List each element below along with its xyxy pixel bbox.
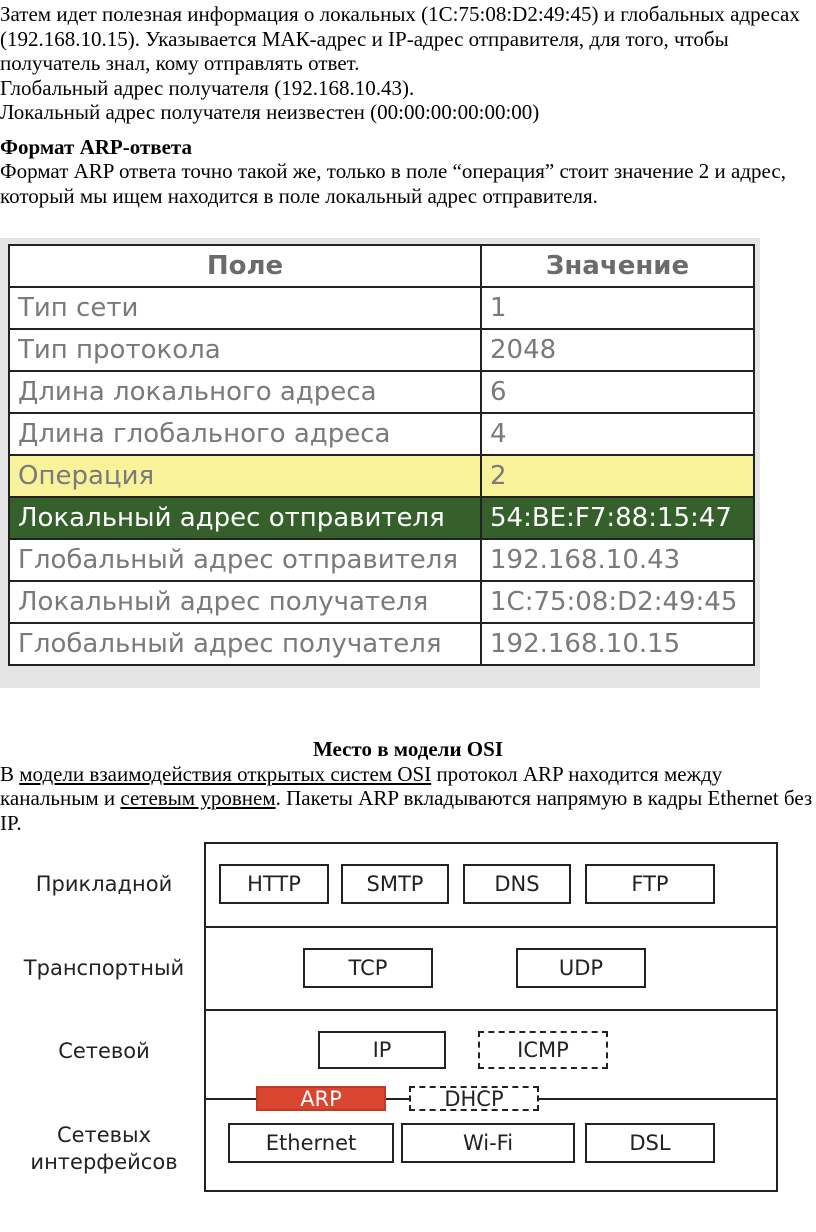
table-row [9, 329, 754, 371]
row-value: 54:BE:F7:88:15:47 [481, 497, 754, 539]
table-row-operation-highlighted [9, 455, 754, 497]
arp-reply-line-2: который мы ищем находится в поле локальный адрес отправителя. [0, 184, 598, 208]
row-value: 4 [481, 413, 754, 455]
row-value: 192.168.10.15 [481, 623, 754, 665]
row-value: 192.168.10.43 [481, 539, 754, 581]
osi-paragraph-line-1 [0, 762, 722, 787]
osi-model-link[interactable]: модели взаимодействия открытых систем OSI [19, 762, 432, 786]
osi-text: протокол ARP находится между [431, 762, 723, 786]
intro-line-2: (192.168.10.15). Указывается МАК-адрес и IP-адрес отправителя, для того, чтобы [0, 27, 729, 51]
row-field: Глобальный адрес отправителя [9, 539, 481, 581]
row-field: Длина локального адреса [9, 371, 481, 413]
protocol-tcp: TCP [303, 948, 433, 988]
arp-reply-table-image [0, 238, 760, 688]
protocol-icmp: ICMP [478, 1031, 608, 1069]
row-field: Тип сети [9, 287, 481, 329]
row-value: 6 [481, 371, 754, 413]
osi-diagram [0, 838, 816, 1232]
row-field: Локальный адрес отправителя [9, 497, 481, 539]
arp-reply-table [8, 244, 755, 666]
table-row [9, 287, 754, 329]
osi-paragraph-line-3: IP. [0, 811, 22, 835]
osi-heading: Место в модели OSI [312, 737, 503, 761]
row-field: Операция [9, 455, 481, 497]
row-value: 1C:75:08:D2:49:45 [481, 581, 754, 623]
layer-divider [204, 926, 778, 928]
protocol-ip: IP [318, 1031, 446, 1069]
intro-line-4: Глобальный адрес получателя (192.168.10.43). [0, 76, 415, 100]
header-field: Поле [9, 245, 481, 287]
arp-reply-heading: Формат ARP-ответа [0, 135, 193, 159]
layer-label-transport: Транспортный [23, 956, 185, 980]
protocol-smtp: SMTP [341, 864, 449, 904]
network-layer-link[interactable]: сетевым уровнем [120, 786, 276, 810]
osi-text: . Пакеты ARP вкладываются напрямую в кадры Ethernet без [275, 786, 813, 810]
layer-divider [204, 1009, 778, 1011]
row-field: Глобальный адрес получателя [9, 623, 481, 665]
row-field: Длина глобального адреса [9, 413, 481, 455]
layer-label-interfaces-line-1: Сетевых [56, 1123, 152, 1147]
table-row [9, 539, 754, 581]
table-row [9, 371, 754, 413]
layer-label-application: Прикладной [35, 872, 173, 896]
row-value: 1 [481, 287, 754, 329]
arp-reply-line-1: Формат ARP ответа точно такой же, только в поле “операция” стоит значение 2 и адрес, [0, 159, 786, 183]
protocol-dns: DNS [463, 864, 571, 904]
table-header-row [9, 245, 754, 287]
layer-label-interfaces-line-2: интерфейсов [30, 1150, 178, 1174]
intro-line-5: Локальный адрес получателя неизвестен (00:00:00:00:00:00) [0, 100, 540, 124]
table-row [9, 413, 754, 455]
row-value: 2 [481, 455, 754, 497]
protocol-ethernet: Ethernet [228, 1123, 394, 1163]
protocol-dhcp: DHCP [409, 1086, 539, 1111]
protocol-arp: ARP [256, 1086, 386, 1111]
protocol-http: HTTP [219, 864, 329, 904]
protocol-udp: UDP [516, 948, 646, 988]
intro-line-1: Затем идет полезная информация о локальных (1C:75:08:D2:49:45) и глобальных адресах [0, 2, 800, 26]
table-row [9, 623, 754, 665]
protocol-dsl: DSL [585, 1123, 715, 1163]
row-field: Локальный адрес получателя [9, 581, 481, 623]
header-value: Значение [481, 245, 754, 287]
protocol-wifi: Wi-Fi [401, 1123, 575, 1163]
protocol-ftp: FTP [585, 864, 715, 904]
intro-line-3: получатель знал, кому отправлять ответ. [0, 51, 360, 75]
table-row-sender-mac-highlighted [9, 497, 754, 539]
layer-label-network: Сетевой [58, 1039, 150, 1063]
table-row [9, 581, 754, 623]
osi-text: канальным и [0, 786, 121, 810]
osi-text: В [0, 762, 20, 786]
osi-paragraph-line-2 [0, 786, 812, 811]
row-field: Тип протокола [9, 329, 481, 371]
row-value: 2048 [481, 329, 754, 371]
